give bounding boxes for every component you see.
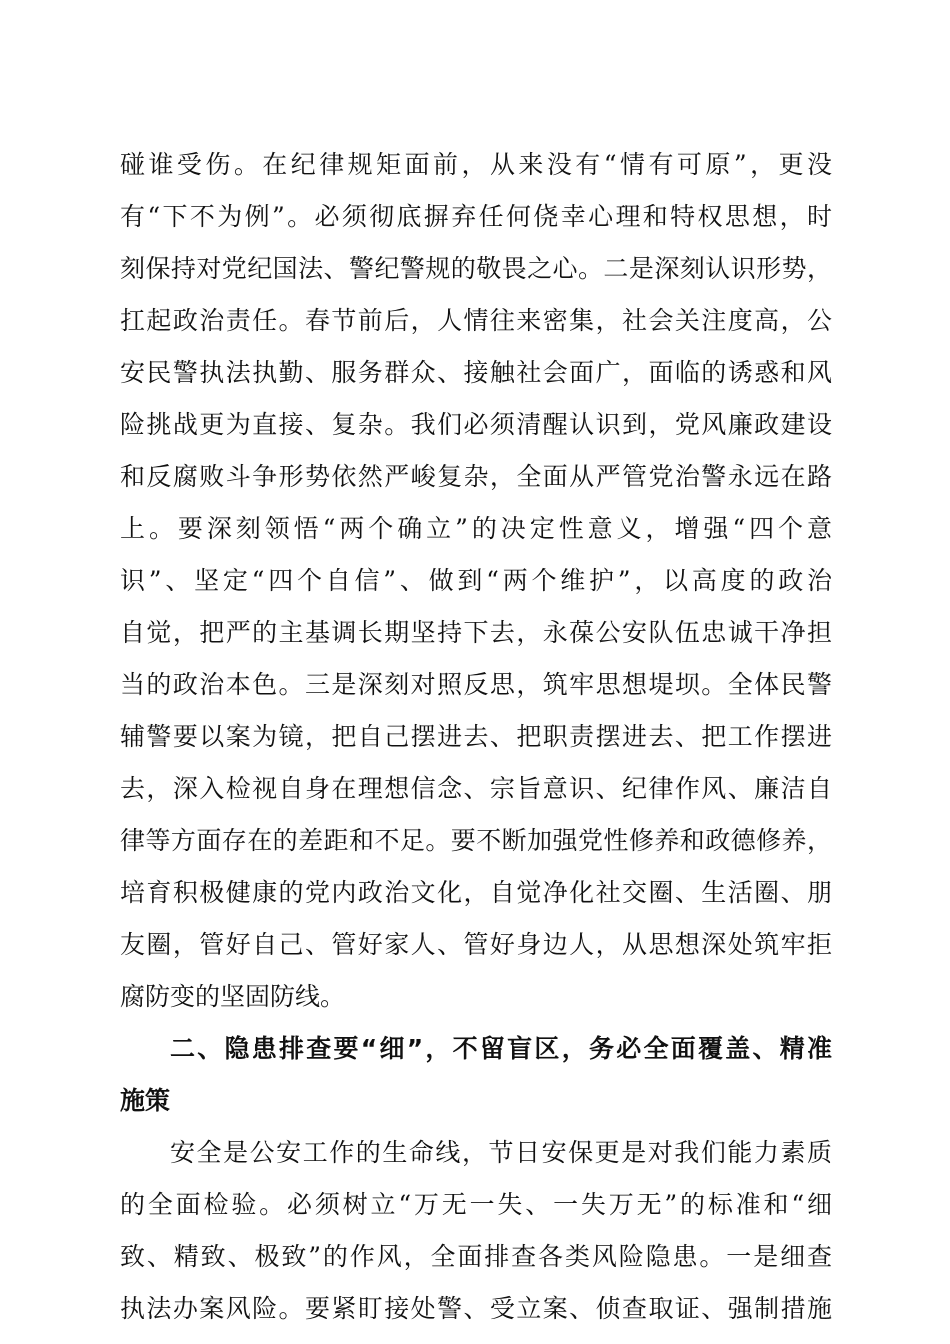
paragraph-1-line: 自觉，把严的主基调长期坚持下去，永葆公安队伍忠诚干净担 — [120, 618, 832, 647]
paragraph-1-line: 安民警执法执勤、服务群众、接触社会面广，面临的诱惑和风 — [120, 358, 832, 387]
paragraph-1-line: 识”、坚定“四个自信”、做到“两个维护”，以高度的政治 — [120, 566, 832, 595]
paragraph-2-line: 致、精致、极致”的作风，全面排查各类风险隐患。一是细查 — [120, 1242, 832, 1271]
paragraph-1-line: 去，深入检视自身在理想信念、宗旨意识、纪律作风、廉洁自 — [120, 774, 832, 803]
paragraph-1-line: 律等方面存在的差距和不足。要不断加强党性修养和政德修养， — [120, 826, 832, 855]
paragraph-1-line: 险挑战更为直接、复杂。我们必须清醒认识到，党风廉政建设 — [120, 410, 832, 439]
paragraph-1-line: 和反腐败斗争形势依然严峻复杂，全面从严管党治警永远在路 — [120, 462, 832, 491]
paragraph-1-line: 上。要深刻领悟“两个确立”的决定性意义，增强“四个意 — [120, 514, 832, 543]
paragraph-1-line: 腐防变的坚固防线。 — [120, 982, 346, 1011]
paragraph-2-line: 执法办案风险。要紧盯接处警、受立案、侦查取证、强制措施 — [120, 1294, 832, 1323]
paragraph-1-line: 碰谁受伤。在纪律规矩面前，从来没有“情有可原”，更没 — [120, 150, 832, 179]
paragraph-1-line: 扛起政治责任。春节前后，人情往来密集，社会关注度高，公 — [120, 306, 832, 335]
paragraph-1-line: 当的政治本色。三是深刻对照反思，筑牢思想堤坝。全体民警 — [120, 670, 832, 699]
section-heading-line: 施策 — [120, 1086, 171, 1115]
section-heading-line: 二、隐患排查要“细”，不留盲区，务必全面覆盖、精准 — [170, 1034, 832, 1063]
paragraph-1-line: 友圈，管好自己、管好家人、管好身边人，从思想深处筑牢拒 — [120, 930, 832, 959]
paragraph-1-line: 辅警要以案为镜，把自己摆进去、把职责摆进去、把工作摆进 — [120, 722, 832, 751]
paragraph-1-line: 有“下不为例”。必须彻底摒弃任何侥幸心理和特权思想，时 — [120, 202, 832, 231]
paragraph-1-line: 刻保持对党纪国法、警纪警规的敬畏之心。二是深刻认识形势， — [120, 254, 832, 283]
paragraph-2-line: 的全面检验。必须树立“万无一失、一失万无”的标准和“细 — [120, 1190, 832, 1219]
paragraph-1-line: 培育积极健康的党内政治文化，自觉净化社交圈、生活圈、朋 — [120, 878, 832, 907]
paragraph-2-line: 安全是公安工作的生命线，节日安保更是对我们能力素质 — [170, 1138, 832, 1167]
